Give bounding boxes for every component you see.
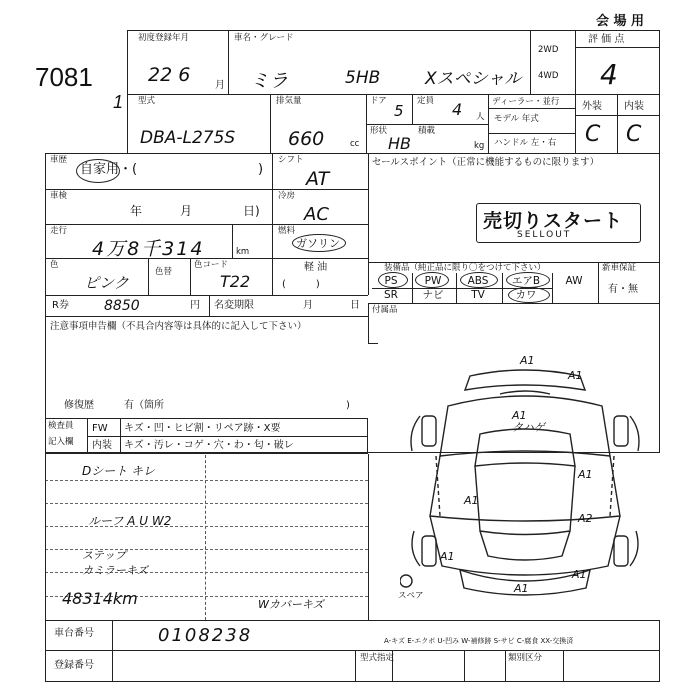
warranty-value: 有・無 (608, 284, 638, 295)
usage-value: 自家用・( (80, 162, 138, 177)
recycle-yen: 円 (190, 300, 200, 311)
lot-mark: 1 (113, 92, 124, 112)
capacity-label: 定員 (417, 96, 435, 106)
score-value: 4 (600, 58, 618, 91)
type-value: DBA-L275S (140, 128, 236, 148)
note-step: ステップ カミラーキズ (82, 549, 148, 577)
color-code-value: T22 (220, 272, 251, 291)
lot-number: 7081 (35, 62, 93, 92)
footer-frame (45, 620, 660, 682)
equip-circle-abs (460, 272, 498, 288)
warranty-label: 新車保証 (602, 263, 637, 273)
venue-label: 会 場 用 (596, 14, 645, 29)
model-year-label: モデル 年式 (494, 114, 539, 124)
equip-abs: ABS (467, 275, 489, 287)
type-label: 型式 (138, 96, 156, 106)
name-change-label: 名変期限 (214, 300, 254, 311)
diagram-mark-front-right: A1 (568, 369, 583, 382)
inspection-month: 月 (180, 204, 193, 218)
fuel-circle (292, 234, 346, 252)
sellout-text: 売切りスタート (483, 210, 624, 232)
diagram-mark-trunk: A1 (514, 582, 529, 595)
recycle-label: R券 (52, 300, 69, 311)
note-roof: ルーフ A U W2 (88, 514, 172, 528)
name-change-day: 日 (350, 300, 360, 311)
exterior-grade: C (585, 122, 601, 147)
note-km: 48314km (62, 589, 138, 608)
drive-4wd: 4WD (538, 71, 559, 81)
shape-label: 形状 (370, 126, 388, 136)
drive-2wd: 2WD (538, 45, 559, 55)
first-reg-value: 22 6 (148, 64, 191, 86)
name-change-month: 月 (303, 300, 313, 311)
diagram-mark-bonnet: A1 タハゲ (512, 409, 545, 434)
door-label: ドア (370, 96, 387, 106)
equip-tv: TV (471, 289, 485, 301)
usage-label: 車歴 (50, 155, 68, 165)
equip-ps: PS (384, 275, 398, 287)
equip-aw: AW (565, 275, 583, 287)
fuel-label: 燃料 (278, 226, 296, 236)
car-diagram (400, 356, 650, 606)
equipment-header: 装備品（純正品に限り〇をつけて下さい） (384, 263, 546, 273)
person-unit: 人 (476, 112, 485, 122)
color-label: 色 (50, 260, 59, 270)
equip-sr: SR (384, 289, 398, 301)
mileage-value: 4万8千314 (92, 238, 205, 260)
light-oil-label: 軽 油 (304, 262, 328, 273)
repair-close: ) (346, 400, 350, 411)
car-name: ミラ (250, 70, 289, 92)
color-code-label: 色コード (194, 260, 229, 270)
load-label: 積載 (418, 126, 436, 136)
sellout-sub: SELLOUT (517, 230, 572, 240)
usage-close: ) (258, 162, 264, 177)
registration-label: 登録番号 (54, 660, 94, 671)
fw-label: FW (92, 423, 108, 434)
category-label: 類別区分 (508, 653, 543, 663)
note-seat: Dシート キレ (82, 464, 155, 478)
inspector-label-1: 検査員 (48, 421, 74, 431)
first-reg-label: 初度登録年月 (138, 33, 190, 43)
equip-circle-leather (508, 287, 550, 303)
equip-circle-pw (415, 272, 449, 288)
diagram-mark-roof: A1 (464, 494, 479, 507)
car-name-label: 車名・グレード (234, 33, 294, 43)
capacity-value: 4 (452, 100, 463, 119)
shift-label: シフト (278, 155, 304, 165)
handle-label: ハンドル 左・右 (494, 138, 557, 148)
mileage-unit: km (236, 247, 250, 257)
displacement-label: 排気量 (276, 96, 302, 106)
accessory-label: 付属品 (372, 305, 398, 315)
diagram-mark-left-rear: A1 (440, 550, 455, 563)
month-label: 月 (215, 80, 225, 91)
interior-insp-label: 内装 (92, 440, 112, 451)
fuel-value: ガソリン (296, 237, 340, 250)
inspection-year: 年 (130, 204, 143, 218)
inspection-day: 日) (243, 204, 260, 218)
kg-unit: kg (474, 141, 485, 151)
equip-circle-airbag (506, 272, 550, 288)
fw-items: キズ・凹・ヒビ割・リペア跡・X要 (124, 423, 281, 434)
note-wcover: Wカバーキズ (258, 598, 324, 611)
ac-value: AC (304, 204, 329, 225)
exterior-label: 外装 (582, 101, 602, 112)
repair-value: 有（箇所 (124, 400, 164, 411)
designation-label: 型式指定 (360, 653, 395, 663)
equip-circle-ps (378, 272, 408, 288)
damage-legend: A-キズ E-エクボ U-凹み W-補修跡 S-サビ C-腐食 XX-交換済 (384, 637, 574, 645)
sellout-stamp (476, 203, 641, 243)
color-value: ピンク (84, 274, 129, 292)
recycle-value: 8850 (104, 298, 140, 314)
diagram-mark-right-front: A1 (578, 468, 593, 481)
usage-circle (76, 159, 120, 183)
color-change-label: 色替 (155, 267, 173, 277)
displacement-value: 660 (288, 128, 325, 150)
door-value: 5 (394, 102, 404, 120)
diagram-mark-right-rear: A2 (578, 512, 593, 525)
diagram-mark-roof-front: A1 (520, 354, 535, 367)
ac-label: 冷房 (278, 191, 296, 201)
interior-insp-items: キズ・汚レ・コゲ・穴・わ・匂・破レ (124, 440, 294, 451)
interior-grade: C (626, 122, 642, 147)
chassis-value: 0108238 (158, 625, 253, 646)
dealer-label: ディーラー・並行 (492, 97, 560, 107)
inspection-label: 車検 (50, 191, 68, 201)
diagram-mark-rear-right: A1 (572, 568, 587, 581)
fuel-paren: ( ) (282, 279, 320, 290)
repair-label: 修復歴 (64, 400, 94, 411)
equip-airbag: エアB (511, 275, 541, 287)
shape-value: HB (388, 134, 412, 153)
cc-unit: cc (350, 139, 360, 149)
equip-leather: カワ (515, 289, 537, 301)
interior-label: 内装 (624, 101, 644, 112)
chassis-label: 車台番号 (54, 628, 94, 639)
spare-label: スペア (398, 591, 424, 601)
score-label: 評 価 点 (588, 34, 625, 45)
shift-value: AT (306, 168, 330, 190)
equipment-row-2 (372, 288, 598, 303)
equip-pw: PW (424, 275, 442, 287)
notes-label: 注意事項申告欄（不具合内容等は具体的に記入して下さい） (50, 321, 307, 332)
equip-navi: ナビ (422, 289, 444, 301)
sales-point-label: セールスポイント（正常に機能するものに限ります） (372, 157, 600, 168)
car-body: 5HB (345, 68, 381, 88)
inspector-label-2: 記入欄 (48, 437, 74, 447)
grade: Xスペシャル (425, 69, 522, 89)
mileage-label: 走行 (50, 226, 68, 236)
